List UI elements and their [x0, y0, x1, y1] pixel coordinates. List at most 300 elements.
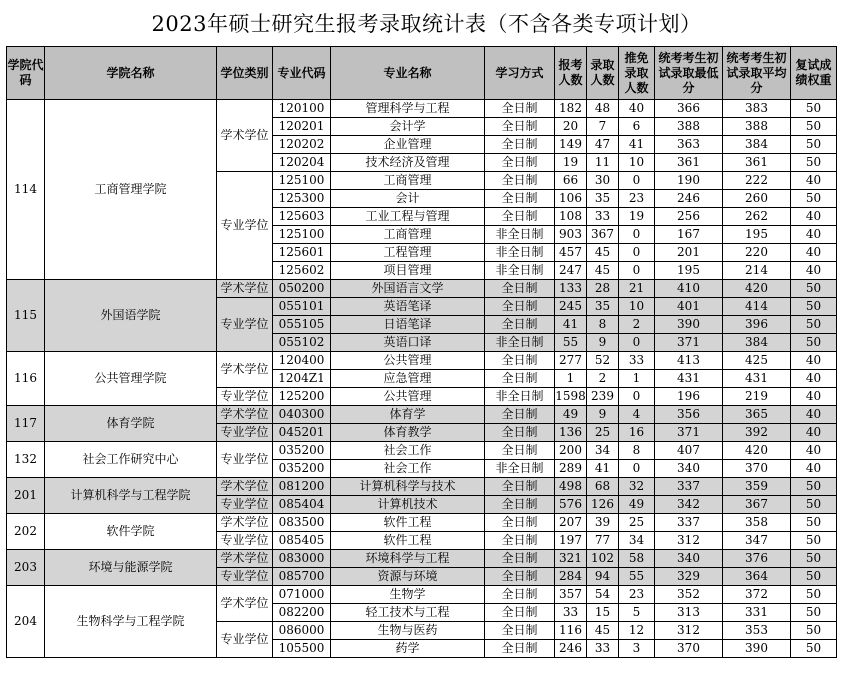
applicants-cell: 289: [555, 460, 587, 478]
admitted-cell: 2: [587, 370, 619, 388]
study-mode-cell: 全日制: [485, 172, 555, 190]
major-name-cell: 技术经济及管理: [331, 154, 485, 172]
major-code-cell: 1204Z1: [273, 370, 331, 388]
admitted-cell: 7: [587, 118, 619, 136]
study-mode-cell: 非全日制: [485, 334, 555, 352]
admitted-cell: 54: [587, 586, 619, 604]
applicants-cell: 457: [555, 244, 587, 262]
table-row: [7, 100, 837, 118]
applicants-cell: 33: [555, 604, 587, 622]
major-name-cell: 软件工程: [331, 514, 485, 532]
applicants-cell: 197: [555, 532, 587, 550]
avg-score-cell: 364: [723, 568, 791, 586]
applicants-cell: 106: [555, 190, 587, 208]
exempt-cell: 33: [619, 352, 655, 370]
college-code-cell: 114: [7, 100, 45, 280]
avg-score-cell: 361: [723, 154, 791, 172]
exempt-cell: 41: [619, 136, 655, 154]
exempt-cell: 19: [619, 208, 655, 226]
min-score-cell: 366: [655, 100, 723, 118]
retest-weight-cell: 50: [791, 100, 837, 118]
retest-weight-cell: 50: [791, 568, 837, 586]
college-code-cell: 204: [7, 586, 45, 658]
avg-score-cell: 195: [723, 226, 791, 244]
min-score-cell: 256: [655, 208, 723, 226]
avg-score-cell: 372: [723, 586, 791, 604]
major-code-cell: 055102: [273, 334, 331, 352]
min-score-cell: 410: [655, 280, 723, 298]
min-score-cell: 401: [655, 298, 723, 316]
college-name-cell: 环境与能源学院: [45, 550, 217, 586]
retest-weight-cell: 40: [791, 244, 837, 262]
exempt-cell: 12: [619, 622, 655, 640]
applicants-cell: 49: [555, 406, 587, 424]
min-score-cell: 312: [655, 622, 723, 640]
degree-type-cell: 学术学位: [217, 514, 273, 532]
admitted-cell: 30: [587, 172, 619, 190]
min-score-cell: 340: [655, 460, 723, 478]
exempt-cell: 6: [619, 118, 655, 136]
header-major-code: 专业代码: [273, 47, 331, 100]
avg-score-cell: 365: [723, 406, 791, 424]
min-score-cell: 370: [655, 640, 723, 658]
applicants-cell: 245: [555, 298, 587, 316]
min-score-cell: 167: [655, 226, 723, 244]
admitted-cell: 68: [587, 478, 619, 496]
major-code-cell: 085405: [273, 532, 331, 550]
major-code-cell: 086000: [273, 622, 331, 640]
major-name-cell: 体育学: [331, 406, 485, 424]
applicants-cell: 20: [555, 118, 587, 136]
min-score-cell: 371: [655, 424, 723, 442]
exempt-cell: 32: [619, 478, 655, 496]
exempt-cell: 5: [619, 604, 655, 622]
retest-weight-cell: 40: [791, 388, 837, 406]
study-mode-cell: 非全日制: [485, 244, 555, 262]
avg-score-cell: 431: [723, 370, 791, 388]
exempt-cell: 10: [619, 154, 655, 172]
applicants-cell: 136: [555, 424, 587, 442]
study-mode-cell: 全日制: [485, 514, 555, 532]
degree-type-cell: 学术学位: [217, 478, 273, 496]
retest-weight-cell: 50: [791, 550, 837, 568]
exempt-cell: 0: [619, 334, 655, 352]
degree-type-cell: 学术学位: [217, 586, 273, 622]
study-mode-cell: 非全日制: [485, 460, 555, 478]
applicants-cell: 576: [555, 496, 587, 514]
degree-type-cell: 专业学位: [217, 388, 273, 406]
admitted-cell: 33: [587, 640, 619, 658]
admitted-cell: 15: [587, 604, 619, 622]
min-score-cell: 431: [655, 370, 723, 388]
table-row: [7, 352, 837, 370]
major-code-cell: 125100: [273, 226, 331, 244]
study-mode-cell: 全日制: [485, 190, 555, 208]
admitted-cell: 11: [587, 154, 619, 172]
admitted-cell: 8: [587, 316, 619, 334]
major-code-cell: 125200: [273, 388, 331, 406]
page-title: 2023年硕士研究生报考录取统计表（不含各类专项计划）: [151, 12, 702, 36]
avg-score-cell: 384: [723, 334, 791, 352]
min-score-cell: 196: [655, 388, 723, 406]
admitted-cell: 34: [587, 442, 619, 460]
min-score-cell: 388: [655, 118, 723, 136]
applicants-cell: 182: [555, 100, 587, 118]
avg-score-cell: 396: [723, 316, 791, 334]
exempt-cell: 10: [619, 298, 655, 316]
retest-weight-cell: 50: [791, 622, 837, 640]
study-mode-cell: 全日制: [485, 136, 555, 154]
retest-weight-cell: 50: [791, 118, 837, 136]
exempt-cell: 2: [619, 316, 655, 334]
major-code-cell: 125300: [273, 190, 331, 208]
retest-weight-cell: 40: [791, 424, 837, 442]
retest-weight-cell: 40: [791, 370, 837, 388]
header-college-name: 学院名称: [45, 47, 217, 100]
major-code-cell: 082200: [273, 604, 331, 622]
header-row: [7, 47, 837, 100]
avg-score-cell: 262: [723, 208, 791, 226]
exempt-cell: 0: [619, 262, 655, 280]
avg-score-cell: 392: [723, 424, 791, 442]
retest-weight-cell: 50: [791, 532, 837, 550]
exempt-cell: 25: [619, 514, 655, 532]
study-mode-cell: 全日制: [485, 586, 555, 604]
major-code-cell: 071000: [273, 586, 331, 604]
header-min-score: 统考考生初试录取最低分: [655, 47, 723, 100]
major-name-cell: 社会工作: [331, 460, 485, 478]
avg-score-cell: 220: [723, 244, 791, 262]
college-code-cell: 115: [7, 280, 45, 352]
major-code-cell: 120204: [273, 154, 331, 172]
exempt-cell: 8: [619, 442, 655, 460]
major-name-cell: 公共管理: [331, 388, 485, 406]
min-score-cell: 407: [655, 442, 723, 460]
major-code-cell: 055101: [273, 298, 331, 316]
major-code-cell: 085404: [273, 496, 331, 514]
applicants-cell: 1598: [555, 388, 587, 406]
header-major-name: 专业名称: [331, 47, 485, 100]
retest-weight-cell: 40: [791, 262, 837, 280]
college-name-cell: 软件学院: [45, 514, 217, 550]
admitted-cell: 48: [587, 100, 619, 118]
retest-weight-cell: 50: [791, 640, 837, 658]
avg-score-cell: 347: [723, 532, 791, 550]
applicants-cell: 246: [555, 640, 587, 658]
admitted-cell: 367: [587, 226, 619, 244]
admitted-cell: 39: [587, 514, 619, 532]
exempt-cell: 0: [619, 226, 655, 244]
exempt-cell: 1: [619, 370, 655, 388]
exempt-cell: 0: [619, 172, 655, 190]
applicants-cell: 498: [555, 478, 587, 496]
study-mode-cell: 全日制: [485, 208, 555, 226]
degree-type-cell: 专业学位: [217, 172, 273, 280]
major-name-cell: 管理科学与工程: [331, 100, 485, 118]
applicants-cell: 116: [555, 622, 587, 640]
admitted-cell: 52: [587, 352, 619, 370]
avg-score-cell: 414: [723, 298, 791, 316]
min-score-cell: 352: [655, 586, 723, 604]
major-code-cell: 120202: [273, 136, 331, 154]
exempt-cell: 58: [619, 550, 655, 568]
applicants-cell: 66: [555, 172, 587, 190]
study-mode-cell: 全日制: [485, 550, 555, 568]
study-mode-cell: 全日制: [485, 154, 555, 172]
study-mode-cell: 全日制: [485, 370, 555, 388]
retest-weight-cell: 50: [791, 496, 837, 514]
major-name-cell: 环境科学与工程: [331, 550, 485, 568]
admitted-cell: 94: [587, 568, 619, 586]
avg-score-cell: 331: [723, 604, 791, 622]
major-code-cell: 050200: [273, 280, 331, 298]
min-score-cell: 413: [655, 352, 723, 370]
avg-score-cell: 367: [723, 496, 791, 514]
major-code-cell: 035200: [273, 442, 331, 460]
retest-weight-cell: 50: [791, 478, 837, 496]
min-score-cell: 390: [655, 316, 723, 334]
admitted-cell: 9: [587, 334, 619, 352]
table-row: [7, 514, 837, 532]
exempt-cell: 23: [619, 586, 655, 604]
study-mode-cell: 全日制: [485, 298, 555, 316]
major-name-cell: 会计: [331, 190, 485, 208]
major-name-cell: 日语笔译: [331, 316, 485, 334]
retest-weight-cell: 40: [791, 226, 837, 244]
avg-score-cell: 383: [723, 100, 791, 118]
degree-type-cell: 专业学位: [217, 298, 273, 352]
retest-weight-cell: 50: [791, 136, 837, 154]
major-code-cell: 120400: [273, 352, 331, 370]
header-avg-score: 统考考生初试录取平均分: [723, 47, 791, 100]
study-mode-cell: 全日制: [485, 478, 555, 496]
study-mode-cell: 全日制: [485, 532, 555, 550]
admitted-cell: 45: [587, 262, 619, 280]
major-code-cell: 125602: [273, 262, 331, 280]
major-code-cell: 045201: [273, 424, 331, 442]
major-name-cell: 企业管理: [331, 136, 485, 154]
admitted-cell: 45: [587, 244, 619, 262]
min-score-cell: 363: [655, 136, 723, 154]
applicants-cell: 19: [555, 154, 587, 172]
header-college-code: 学院代码: [7, 47, 45, 100]
major-name-cell: 药学: [331, 640, 485, 658]
college-code-cell: 201: [7, 478, 45, 514]
retest-weight-cell: 40: [791, 406, 837, 424]
major-code-cell: 040300: [273, 406, 331, 424]
major-name-cell: 生物与医药: [331, 622, 485, 640]
major-code-cell: 055105: [273, 316, 331, 334]
avg-score-cell: 358: [723, 514, 791, 532]
avg-score-cell: 420: [723, 442, 791, 460]
degree-type-cell: 专业学位: [217, 442, 273, 478]
college-name-cell: 计算机科学与工程学院: [45, 478, 217, 514]
degree-type-cell: 专业学位: [217, 622, 273, 658]
major-code-cell: 105500: [273, 640, 331, 658]
major-name-cell: 公共管理: [331, 352, 485, 370]
degree-type-cell: 学术学位: [217, 100, 273, 172]
min-score-cell: 337: [655, 514, 723, 532]
table-row: [7, 550, 837, 568]
admitted-cell: 77: [587, 532, 619, 550]
degree-type-cell: 专业学位: [217, 496, 273, 514]
applicants-cell: 41: [555, 316, 587, 334]
major-code-cell: 035200: [273, 460, 331, 478]
admitted-cell: 126: [587, 496, 619, 514]
major-name-cell: 英语笔译: [331, 298, 485, 316]
header-applicants: 报考人数: [555, 47, 587, 100]
avg-score-cell: 376: [723, 550, 791, 568]
study-mode-cell: 全日制: [485, 604, 555, 622]
retest-weight-cell: 50: [791, 604, 837, 622]
applicants-cell: 1: [555, 370, 587, 388]
min-score-cell: 190: [655, 172, 723, 190]
applicants-cell: 207: [555, 514, 587, 532]
admitted-cell: 28: [587, 280, 619, 298]
admitted-cell: 35: [587, 298, 619, 316]
table-row: [7, 586, 837, 604]
exempt-cell: 21: [619, 280, 655, 298]
retest-weight-cell: 50: [791, 514, 837, 532]
applicants-cell: 200: [555, 442, 587, 460]
avg-score-cell: 219: [723, 388, 791, 406]
study-mode-cell: 全日制: [485, 406, 555, 424]
study-mode-cell: 全日制: [485, 442, 555, 460]
avg-score-cell: 420: [723, 280, 791, 298]
major-name-cell: 计算机科学与技术: [331, 478, 485, 496]
degree-type-cell: 学术学位: [217, 550, 273, 568]
table-row: [7, 442, 837, 460]
exempt-cell: 49: [619, 496, 655, 514]
avg-score-cell: 425: [723, 352, 791, 370]
avg-score-cell: 260: [723, 190, 791, 208]
major-name-cell: 应急管理: [331, 370, 485, 388]
header-exempt: 推免录取人数: [619, 47, 655, 100]
study-mode-cell: 全日制: [485, 100, 555, 118]
college-name-cell: 外国语学院: [45, 280, 217, 352]
major-name-cell: 计算机技术: [331, 496, 485, 514]
retest-weight-cell: 50: [791, 154, 837, 172]
applicants-cell: 357: [555, 586, 587, 604]
college-name-cell: 体育学院: [45, 406, 217, 442]
table-row: [7, 406, 837, 424]
major-code-cell: 120201: [273, 118, 331, 136]
major-code-cell: 120100: [273, 100, 331, 118]
table-body: [7, 100, 837, 658]
study-mode-cell: 非全日制: [485, 388, 555, 406]
major-name-cell: 工程管理: [331, 244, 485, 262]
major-code-cell: 125601: [273, 244, 331, 262]
study-mode-cell: 全日制: [485, 118, 555, 136]
retest-weight-cell: 50: [791, 190, 837, 208]
study-mode-cell: 全日制: [485, 424, 555, 442]
exempt-cell: 0: [619, 460, 655, 478]
admitted-cell: 102: [587, 550, 619, 568]
exempt-cell: 40: [619, 100, 655, 118]
min-score-cell: 340: [655, 550, 723, 568]
college-code-cell: 132: [7, 442, 45, 478]
degree-type-cell: 专业学位: [217, 532, 273, 550]
degree-type-cell: 学术学位: [217, 280, 273, 298]
admitted-cell: 239: [587, 388, 619, 406]
admitted-cell: 25: [587, 424, 619, 442]
exempt-cell: 4: [619, 406, 655, 424]
applicants-cell: 133: [555, 280, 587, 298]
retest-weight-cell: 40: [791, 442, 837, 460]
avg-score-cell: 370: [723, 460, 791, 478]
study-mode-cell: 全日制: [485, 640, 555, 658]
major-name-cell: 资源与环境: [331, 568, 485, 586]
min-score-cell: 337: [655, 478, 723, 496]
major-name-cell: 项目管理: [331, 262, 485, 280]
table-row: [7, 478, 837, 496]
major-code-cell: 083500: [273, 514, 331, 532]
header-retest-weight: 复试成绩权重: [791, 47, 837, 100]
admission-table: [6, 46, 837, 658]
exempt-cell: 0: [619, 388, 655, 406]
avg-score-cell: 222: [723, 172, 791, 190]
exempt-cell: 34: [619, 532, 655, 550]
study-mode-cell: 全日制: [485, 280, 555, 298]
major-code-cell: 085700: [273, 568, 331, 586]
retest-weight-cell: 50: [791, 316, 837, 334]
major-name-cell: 体育教学: [331, 424, 485, 442]
applicants-cell: 108: [555, 208, 587, 226]
retest-weight-cell: 50: [791, 280, 837, 298]
degree-type-cell: 专业学位: [217, 424, 273, 442]
study-mode-cell: 全日制: [485, 496, 555, 514]
college-name-cell: 生物科学与工程学院: [45, 586, 217, 658]
major-name-cell: 工商管理: [331, 172, 485, 190]
degree-type-cell: 专业学位: [217, 568, 273, 586]
avg-score-cell: 388: [723, 118, 791, 136]
admitted-cell: 41: [587, 460, 619, 478]
exempt-cell: 55: [619, 568, 655, 586]
admitted-cell: 33: [587, 208, 619, 226]
applicants-cell: 284: [555, 568, 587, 586]
applicants-cell: 321: [555, 550, 587, 568]
exempt-cell: 16: [619, 424, 655, 442]
retest-weight-cell: 50: [791, 586, 837, 604]
major-code-cell: 125100: [273, 172, 331, 190]
applicants-cell: 247: [555, 262, 587, 280]
major-name-cell: 轻工技术与工程: [331, 604, 485, 622]
min-score-cell: 246: [655, 190, 723, 208]
applicants-cell: 55: [555, 334, 587, 352]
study-mode-cell: 非全日制: [485, 226, 555, 244]
retest-weight-cell: 40: [791, 172, 837, 190]
avg-score-cell: 359: [723, 478, 791, 496]
major-code-cell: 125603: [273, 208, 331, 226]
major-name-cell: 社会工作: [331, 442, 485, 460]
college-code-cell: 203: [7, 550, 45, 586]
major-name-cell: 外国语言文学: [331, 280, 485, 298]
major-code-cell: 083000: [273, 550, 331, 568]
exempt-cell: 23: [619, 190, 655, 208]
retest-weight-cell: 50: [791, 334, 837, 352]
min-score-cell: 312: [655, 532, 723, 550]
avg-score-cell: 214: [723, 262, 791, 280]
college-name-cell: 公共管理学院: [45, 352, 217, 406]
admitted-cell: 9: [587, 406, 619, 424]
major-name-cell: 软件工程: [331, 532, 485, 550]
header-admitted: 录取人数: [587, 47, 619, 100]
table-row: [7, 280, 837, 298]
exempt-cell: 0: [619, 244, 655, 262]
study-mode-cell: 全日制: [485, 316, 555, 334]
major-code-cell: 081200: [273, 478, 331, 496]
degree-type-cell: 学术学位: [217, 352, 273, 388]
